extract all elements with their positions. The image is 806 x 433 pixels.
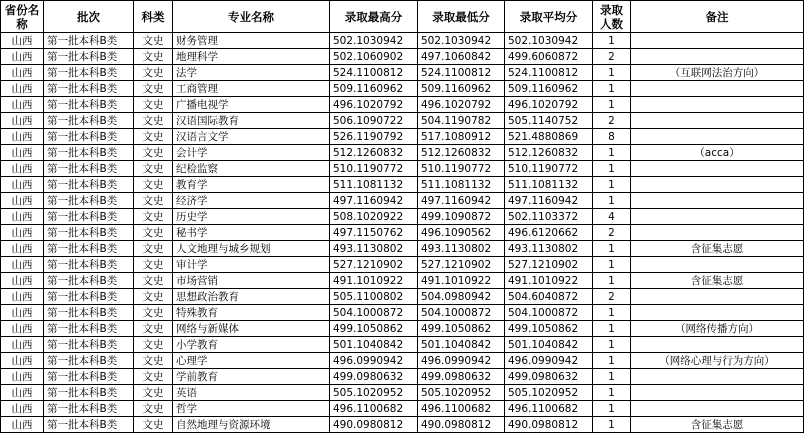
cell-remark — [631, 257, 804, 273]
cell-count: 1 — [593, 65, 631, 81]
table-row — [1, 129, 804, 145]
cell-major: 自然地理与资源环境 — [173, 417, 330, 433]
cell-batch: 第一批本科B类 — [44, 417, 134, 433]
cell-category: 文史 — [134, 417, 173, 433]
header-category: 科类 — [134, 1, 173, 33]
cell-avg-score: 499.1050862 — [505, 321, 593, 337]
table-row — [1, 273, 804, 289]
cell-max-score: 527.1210902 — [330, 257, 418, 273]
cell-remark — [631, 129, 804, 145]
cell-avg-score: 499.6060872 — [505, 49, 593, 65]
cell-max-score: 509.1160962 — [330, 81, 418, 97]
cell-major: 汉语国际教育 — [173, 113, 330, 129]
cell-max-score: 496.1100682 — [330, 401, 418, 417]
cell-category: 文史 — [134, 273, 173, 289]
cell-category: 文史 — [134, 113, 173, 129]
cell-max-score: 508.1020922 — [330, 209, 418, 225]
cell-province: 山西 — [1, 33, 44, 49]
table-row — [1, 161, 804, 177]
cell-province: 山西 — [1, 161, 44, 177]
table-row — [1, 241, 804, 257]
cell-province: 山西 — [1, 241, 44, 257]
table-row — [1, 417, 804, 433]
table-row — [1, 193, 804, 209]
cell-batch: 第一批本科B类 — [44, 321, 134, 337]
cell-max-score: 496.1020792 — [330, 97, 418, 113]
cell-min-score: 497.1160942 — [418, 193, 505, 209]
cell-avg-score: 505.1140752 — [505, 113, 593, 129]
cell-min-score: 505.1020952 — [418, 385, 505, 401]
cell-major: 审计学 — [173, 257, 330, 273]
cell-province: 山西 — [1, 81, 44, 97]
table-row — [1, 257, 804, 273]
cell-min-score: 501.1040842 — [418, 337, 505, 353]
cell-major: 网络与新媒体 — [173, 321, 330, 337]
cell-min-score: 524.1100812 — [418, 65, 505, 81]
cell-province: 山西 — [1, 65, 44, 81]
cell-major: 思想政治教育 — [173, 289, 330, 305]
cell-batch: 第一批本科B类 — [44, 97, 134, 113]
cell-batch: 第一批本科B类 — [44, 289, 134, 305]
table-row — [1, 289, 804, 305]
cell-province: 山西 — [1, 289, 44, 305]
table-body — [1, 33, 804, 433]
cell-remark: （网络传播方向） — [631, 321, 804, 337]
cell-avg-score: 496.6120662 — [505, 225, 593, 241]
table-row — [1, 113, 804, 129]
cell-province: 山西 — [1, 337, 44, 353]
cell-max-score: 497.1160942 — [330, 193, 418, 209]
cell-category: 文史 — [134, 241, 173, 257]
cell-major: 会计学 — [173, 145, 330, 161]
cell-province: 山西 — [1, 177, 44, 193]
cell-min-score: 499.0980632 — [418, 369, 505, 385]
cell-category: 文史 — [134, 385, 173, 401]
cell-major: 心理学 — [173, 353, 330, 369]
cell-category: 文史 — [134, 33, 173, 49]
cell-batch: 第一批本科B类 — [44, 257, 134, 273]
cell-major: 哲学 — [173, 401, 330, 417]
cell-avg-score: 510.1190772 — [505, 161, 593, 177]
cell-province: 山西 — [1, 209, 44, 225]
table-row — [1, 353, 804, 369]
cell-major: 地理科学 — [173, 49, 330, 65]
cell-major: 秘书学 — [173, 225, 330, 241]
cell-avg-score: 502.1030942 — [505, 33, 593, 49]
cell-batch: 第一批本科B类 — [44, 33, 134, 49]
cell-min-score: 517.1080912 — [418, 129, 505, 145]
cell-max-score: 504.1000872 — [330, 305, 418, 321]
cell-batch: 第一批本科B类 — [44, 65, 134, 81]
cell-category: 文史 — [134, 209, 173, 225]
cell-min-score: 511.1081132 — [418, 177, 505, 193]
cell-max-score: 505.1100802 — [330, 289, 418, 305]
cell-count: 1 — [593, 385, 631, 401]
cell-count: 1 — [593, 401, 631, 417]
cell-count: 1 — [593, 305, 631, 321]
cell-batch: 第一批本科B类 — [44, 129, 134, 145]
cell-count: 1 — [593, 337, 631, 353]
cell-remark: （网络心理与行为方向） — [631, 353, 804, 369]
cell-major: 经济学 — [173, 193, 330, 209]
header-major: 专业名称 — [173, 1, 330, 33]
cell-remark — [631, 81, 804, 97]
cell-count: 1 — [593, 81, 631, 97]
cell-major: 法学 — [173, 65, 330, 81]
cell-min-score: 496.0990942 — [418, 353, 505, 369]
cell-count: 2 — [593, 289, 631, 305]
cell-province: 山西 — [1, 97, 44, 113]
cell-remark — [631, 337, 804, 353]
cell-count: 1 — [593, 353, 631, 369]
cell-category: 文史 — [134, 161, 173, 177]
table-row — [1, 385, 804, 401]
cell-count: 1 — [593, 417, 631, 433]
cell-category: 文史 — [134, 401, 173, 417]
cell-avg-score: 512.1260832 — [505, 145, 593, 161]
cell-remark — [631, 97, 804, 113]
cell-category: 文史 — [134, 177, 173, 193]
cell-remark — [631, 305, 804, 321]
cell-count: 1 — [593, 321, 631, 337]
table-row — [1, 369, 804, 385]
cell-province: 山西 — [1, 321, 44, 337]
cell-batch: 第一批本科B类 — [44, 81, 134, 97]
cell-remark — [631, 225, 804, 241]
cell-min-score: 497.1060842 — [418, 49, 505, 65]
cell-major: 小学教育 — [173, 337, 330, 353]
cell-major: 学前教育 — [173, 369, 330, 385]
table-row — [1, 145, 804, 161]
cell-count: 1 — [593, 193, 631, 209]
cell-max-score: 524.1100812 — [330, 65, 418, 81]
cell-category: 文史 — [134, 305, 173, 321]
cell-min-score: 502.1030942 — [418, 33, 505, 49]
cell-batch: 第一批本科B类 — [44, 305, 134, 321]
cell-category: 文史 — [134, 65, 173, 81]
cell-batch: 第一批本科B类 — [44, 177, 134, 193]
cell-major: 历史学 — [173, 209, 330, 225]
cell-max-score: 496.0990942 — [330, 353, 418, 369]
cell-category: 文史 — [134, 81, 173, 97]
cell-count: 1 — [593, 97, 631, 113]
cell-min-score: 504.0980942 — [418, 289, 505, 305]
cell-remark — [631, 369, 804, 385]
cell-province: 山西 — [1, 113, 44, 129]
cell-major: 人文地理与城乡规划 — [173, 241, 330, 257]
cell-province: 山西 — [1, 193, 44, 209]
header-province: 省份名称 — [1, 1, 44, 33]
cell-min-score: 510.1190772 — [418, 161, 505, 177]
cell-count: 1 — [593, 241, 631, 257]
cell-max-score: 526.1190792 — [330, 129, 418, 145]
header-row — [1, 1, 804, 33]
cell-major: 市场营销 — [173, 273, 330, 289]
cell-batch: 第一批本科B类 — [44, 161, 134, 177]
cell-category: 文史 — [134, 257, 173, 273]
cell-min-score: 527.1210902 — [418, 257, 505, 273]
cell-count: 1 — [593, 177, 631, 193]
table-row — [1, 401, 804, 417]
cell-batch: 第一批本科B类 — [44, 337, 134, 353]
cell-avg-score: 491.1010922 — [505, 273, 593, 289]
cell-min-score: 496.1020792 — [418, 97, 505, 113]
cell-category: 文史 — [134, 369, 173, 385]
cell-avg-score: 521.4880869 — [505, 129, 593, 145]
cell-max-score: 499.0980632 — [330, 369, 418, 385]
cell-major: 广播电视学 — [173, 97, 330, 113]
cell-max-score: 499.1050862 — [330, 321, 418, 337]
table-row — [1, 225, 804, 241]
cell-count: 2 — [593, 113, 631, 129]
cell-min-score: 504.1000872 — [418, 305, 505, 321]
cell-remark: （互联网法治方向） — [631, 65, 804, 81]
cell-avg-score: 504.1000872 — [505, 305, 593, 321]
cell-avg-score: 527.1210902 — [505, 257, 593, 273]
cell-min-score: 509.1160962 — [418, 81, 505, 97]
cell-min-score: 493.1130802 — [418, 241, 505, 257]
cell-remark: 含征集志愿 — [631, 417, 804, 433]
cell-count: 1 — [593, 273, 631, 289]
cell-count: 1 — [593, 369, 631, 385]
cell-avg-score: 496.1020792 — [505, 97, 593, 113]
cell-province: 山西 — [1, 353, 44, 369]
cell-avg-score: 499.0980632 — [505, 369, 593, 385]
cell-max-score: 493.1130802 — [330, 241, 418, 257]
cell-remark — [631, 209, 804, 225]
cell-batch: 第一批本科B类 — [44, 145, 134, 161]
cell-batch: 第一批本科B类 — [44, 225, 134, 241]
cell-batch: 第一批本科B类 — [44, 49, 134, 65]
cell-avg-score: 509.1160962 — [505, 81, 593, 97]
cell-max-score: 510.1190772 — [330, 161, 418, 177]
cell-avg-score: 524.1100812 — [505, 65, 593, 81]
cell-major: 英语 — [173, 385, 330, 401]
table-row — [1, 97, 804, 113]
cell-count: 1 — [593, 161, 631, 177]
cell-category: 文史 — [134, 129, 173, 145]
cell-province: 山西 — [1, 129, 44, 145]
cell-category: 文史 — [134, 49, 173, 65]
cell-batch: 第一批本科B类 — [44, 241, 134, 257]
cell-category: 文史 — [134, 353, 173, 369]
cell-max-score: 511.1081132 — [330, 177, 418, 193]
cell-avg-score: 504.6040872 — [505, 289, 593, 305]
cell-count: 1 — [593, 257, 631, 273]
cell-max-score: 502.1060902 — [330, 49, 418, 65]
cell-avg-score: 490.0980812 — [505, 417, 593, 433]
cell-min-score: 499.1050862 — [418, 321, 505, 337]
header-batch: 批次 — [44, 1, 134, 33]
cell-remark — [631, 401, 804, 417]
cell-max-score: 490.0980812 — [330, 417, 418, 433]
table-row — [1, 321, 804, 337]
cell-province: 山西 — [1, 145, 44, 161]
table-row — [1, 305, 804, 321]
cell-major: 财务管理 — [173, 33, 330, 49]
cell-max-score: 497.1150762 — [330, 225, 418, 241]
cell-major: 汉语言文学 — [173, 129, 330, 145]
cell-batch: 第一批本科B类 — [44, 369, 134, 385]
cell-province: 山西 — [1, 385, 44, 401]
cell-batch: 第一批本科B类 — [44, 273, 134, 289]
cell-min-score: 491.1010922 — [418, 273, 505, 289]
cell-min-score: 504.1190782 — [418, 113, 505, 129]
cell-max-score: 505.1020952 — [330, 385, 418, 401]
cell-major: 教育学 — [173, 177, 330, 193]
header-count: 录取人数 — [593, 1, 631, 33]
cell-max-score: 501.1040842 — [330, 337, 418, 353]
cell-max-score: 502.1030942 — [330, 33, 418, 49]
cell-remark — [631, 289, 804, 305]
cell-remark: 含征集志愿 — [631, 273, 804, 289]
cell-count: 2 — [593, 49, 631, 65]
cell-max-score: 506.1090722 — [330, 113, 418, 129]
cell-count: 1 — [593, 145, 631, 161]
table-row — [1, 65, 804, 81]
cell-province: 山西 — [1, 49, 44, 65]
cell-category: 文史 — [134, 225, 173, 241]
cell-max-score: 512.1260832 — [330, 145, 418, 161]
cell-remark: 含征集志愿 — [631, 241, 804, 257]
cell-remark: （acca） — [631, 145, 804, 161]
cell-province: 山西 — [1, 257, 44, 273]
cell-avg-score: 502.1103372 — [505, 209, 593, 225]
table-row — [1, 81, 804, 97]
cell-category: 文史 — [134, 289, 173, 305]
cell-count: 4 — [593, 209, 631, 225]
cell-batch: 第一批本科B类 — [44, 353, 134, 369]
cell-province: 山西 — [1, 369, 44, 385]
cell-min-score: 512.1260832 — [418, 145, 505, 161]
cell-batch: 第一批本科B类 — [44, 209, 134, 225]
cell-remark — [631, 49, 804, 65]
header-avg-score: 录取平均分 — [505, 1, 593, 33]
cell-avg-score: 496.0990942 — [505, 353, 593, 369]
cell-min-score: 496.1090562 — [418, 225, 505, 241]
cell-count: 2 — [593, 225, 631, 241]
cell-avg-score: 496.1100682 — [505, 401, 593, 417]
cell-major: 纪检监察 — [173, 161, 330, 177]
cell-major: 工商管理 — [173, 81, 330, 97]
cell-category: 文史 — [134, 193, 173, 209]
table-row — [1, 33, 804, 49]
cell-min-score: 490.0980812 — [418, 417, 505, 433]
header-max-score: 录取最高分 — [330, 1, 418, 33]
cell-count: 8 — [593, 129, 631, 145]
cell-category: 文史 — [134, 321, 173, 337]
header-remark: 备注 — [631, 1, 804, 33]
table-row — [1, 209, 804, 225]
cell-remark — [631, 113, 804, 129]
cell-province: 山西 — [1, 417, 44, 433]
cell-min-score: 496.1100682 — [418, 401, 505, 417]
cell-avg-score: 493.1130802 — [505, 241, 593, 257]
cell-batch: 第一批本科B类 — [44, 113, 134, 129]
cell-max-score: 491.1010922 — [330, 273, 418, 289]
cell-remark — [631, 385, 804, 401]
cell-category: 文史 — [134, 145, 173, 161]
cell-remark — [631, 33, 804, 49]
cell-count: 1 — [593, 33, 631, 49]
cell-avg-score: 505.1020952 — [505, 385, 593, 401]
cell-avg-score: 501.1040842 — [505, 337, 593, 353]
cell-avg-score: 511.1081132 — [505, 177, 593, 193]
cell-province: 山西 — [1, 305, 44, 321]
cell-min-score: 499.1090872 — [418, 209, 505, 225]
cell-province: 山西 — [1, 273, 44, 289]
cell-major: 特殊教育 — [173, 305, 330, 321]
cell-province: 山西 — [1, 225, 44, 241]
cell-avg-score: 497.1160942 — [505, 193, 593, 209]
cell-category: 文史 — [134, 97, 173, 113]
table-row — [1, 337, 804, 353]
cell-province: 山西 — [1, 401, 44, 417]
cell-category: 文史 — [134, 337, 173, 353]
cell-batch: 第一批本科B类 — [44, 193, 134, 209]
cell-batch: 第一批本科B类 — [44, 385, 134, 401]
header-min-score: 录取最低分 — [418, 1, 505, 33]
cell-remark — [631, 177, 804, 193]
table-row — [1, 177, 804, 193]
cell-remark — [631, 161, 804, 177]
table-row — [1, 49, 804, 65]
cell-remark — [631, 193, 804, 209]
cell-batch: 第一批本科B类 — [44, 401, 134, 417]
